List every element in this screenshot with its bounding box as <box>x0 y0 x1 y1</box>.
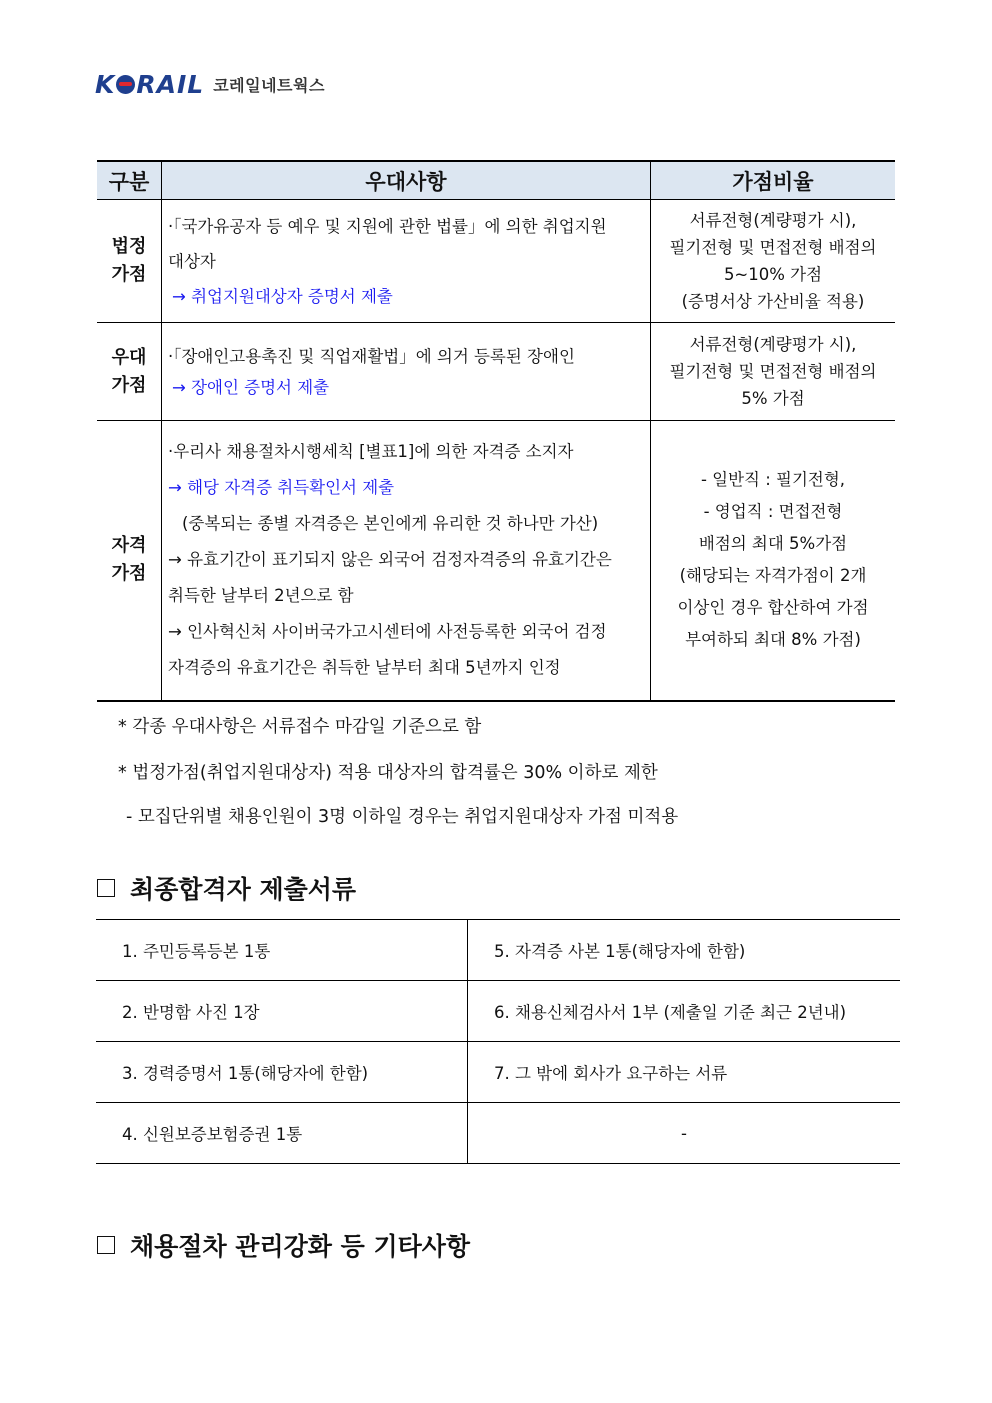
rate-line: 부여하되 최대 8% 가점) <box>685 630 861 650</box>
desc-line: ·「국가유공자 등 예우 및 지원에 관한 법률」에 의한 취업지원 <box>168 216 607 236</box>
rate-line: - 영업직 : 면접전형 <box>703 502 843 522</box>
rate-cell <box>651 200 896 323</box>
desc-line: (중복되는 종별 자격증은 본인에게 유리한 것 하나만 가산) <box>182 514 599 534</box>
document-item: 1. 주민등록등본 1통 <box>96 920 468 981</box>
header-rate: 가점비율 <box>651 161 896 200</box>
preference-table <box>97 160 895 702</box>
rate-line: 필기전형 및 면접전형 배점의 <box>669 238 877 257</box>
korail-logo-mark: K RAIL <box>95 70 205 99</box>
rate-line: 필기전형 및 면접전형 배점의 <box>669 362 877 381</box>
rate-line: (해당되는 자격가점이 2개 <box>679 566 867 586</box>
table-row <box>96 1042 900 1103</box>
note-pass-rate: * 법정가점(취업지원대상자) 적용 대상자의 합격률은 30% 이하로 제한 <box>118 763 658 783</box>
category-line: 법정 <box>111 236 147 257</box>
rate-line: - 일반직 : 필기전형, <box>700 470 846 490</box>
header-category: 구분 <box>97 161 162 200</box>
rate-line: 5% 가점 <box>741 389 805 408</box>
desc-line: 취득한 날부터 2년으로 함 <box>168 586 354 606</box>
category-line: 가점 <box>111 264 147 285</box>
document-item: 6. 채용신체검사서 1부 (제출일 기준 최근 2년내) <box>468 981 901 1042</box>
header-preference: 우대사항 <box>162 161 651 200</box>
table-header-row <box>97 161 895 200</box>
checkbox-square-icon <box>97 879 115 897</box>
section-title: 최종합격자 제출서류 <box>130 875 357 904</box>
rate-line: 서류전형(계량평가 시), <box>689 335 857 354</box>
category-cell <box>97 200 162 323</box>
table-row <box>96 1103 900 1164</box>
company-name: 코레일네트웍스 <box>213 76 325 95</box>
category-line: 가점 <box>111 563 147 585</box>
section-final-documents <box>97 870 356 906</box>
desc-line: ·우리사 채용절차시행세칙 [별표1]에 의한 자격증 소지자 <box>168 442 574 462</box>
document-item: 7. 그 밖에 회사가 요구하는 서류 <box>468 1042 901 1103</box>
document-item-empty: - <box>468 1103 901 1164</box>
logo-o-icon <box>116 75 135 94</box>
category-cell <box>97 421 162 701</box>
rate-line: 서류전형(계량평가 시), <box>689 211 857 230</box>
desc-line: 대상자 <box>168 251 216 271</box>
desc-line: 자격증의 유효기간은 취득한 날부터 최대 5년까지 인정 <box>168 658 561 678</box>
desc-cell <box>162 421 651 701</box>
document-item: 4. 신원보증보험증권 1통 <box>96 1103 468 1164</box>
table-row <box>96 981 900 1042</box>
rate-line: 배점의 최대 5%가점 <box>698 534 848 554</box>
category-line: 자격 <box>111 535 147 557</box>
rate-line: 이상인 경우 합산하여 가점 <box>677 598 869 618</box>
note-deadline: * 각종 우대사항은 서류접수 마감일 기준으로 함 <box>118 717 482 737</box>
rate-cell <box>651 421 896 701</box>
desc-line-highlight: → 장애인 증명서 제출 <box>172 377 330 397</box>
table-row-qualification <box>97 421 895 701</box>
rate-cell <box>651 323 896 421</box>
document-item: 2. 반명함 사진 1장 <box>96 981 468 1042</box>
rate-line: (증명서상 가산비율 적용) <box>681 292 865 311</box>
company-logo <box>95 70 325 99</box>
category-cell <box>97 323 162 421</box>
documents-table <box>96 919 900 1164</box>
category-line: 우대 <box>111 346 147 368</box>
note-exception: - 모집단위별 채용인원이 3명 이하일 경우는 취업지원대상자 가점 미적용 <box>126 807 679 827</box>
desc-line-highlight: → 취업지원대상자 증명서 제출 <box>172 286 393 306</box>
desc-line: → 인사혁신처 사이버국가고시센터에 사전등록한 외국어 검정 <box>168 622 607 642</box>
table-row-legal <box>97 200 895 323</box>
desc-line-highlight: → 해당 자격증 취득확인서 제출 <box>168 478 395 498</box>
table-row-preferential <box>97 323 895 421</box>
section-other-matters <box>97 1227 470 1263</box>
desc-cell <box>162 200 651 323</box>
document-item: 5. 자격증 사본 1통(해당자에 한함) <box>468 920 901 981</box>
rate-line: 5~10% 가점 <box>723 265 823 284</box>
desc-line: ·「장애인고용촉진 및 직업재활법」에 의거 등록된 장애인 <box>168 346 575 366</box>
section-title: 채용절차 관리강화 등 기타사항 <box>130 1232 471 1261</box>
category-line: 가점 <box>111 374 147 396</box>
desc-cell <box>162 323 651 421</box>
table-row <box>96 920 900 981</box>
checkbox-square-icon <box>97 1236 115 1254</box>
document-item: 3. 경력증명서 1통(해당자에 한함) <box>96 1042 468 1103</box>
desc-line: → 유효기간이 표기되지 않은 외국어 검정자격증의 유효기간은 <box>168 550 612 570</box>
